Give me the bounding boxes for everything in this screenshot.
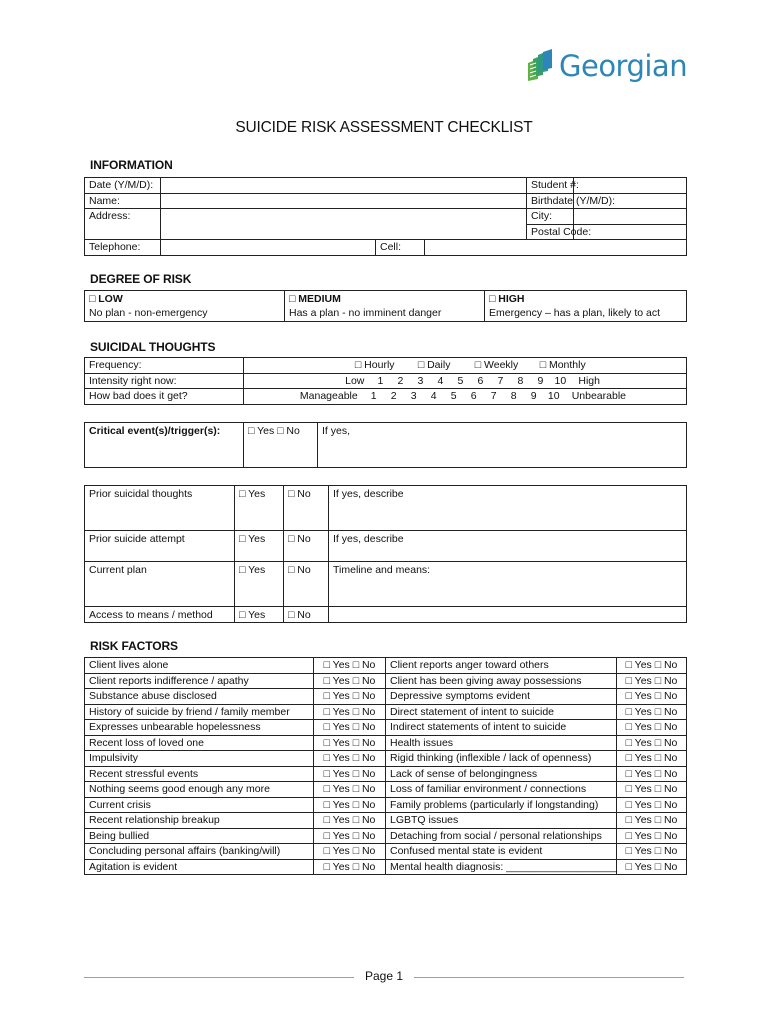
prior-attempt-yes[interactable]: □ Yes <box>235 531 284 562</box>
risk-medium-option[interactable] <box>285 291 485 322</box>
risk-factor-label: Detaching from social / personal relationships <box>386 828 617 844</box>
risk-factor-label: Client lives alone <box>85 658 314 674</box>
risk-high-description: Emergency – has a plan, likely to act <box>489 307 661 319</box>
frequency-hourly-option[interactable]: □ Hourly <box>354 359 395 371</box>
information-heading: INFORMATION <box>90 158 173 172</box>
risk-low-label: □ LOW <box>89 293 123 305</box>
risk-factor-row <box>85 720 687 736</box>
risk-factor-label: Confused mental state is evident <box>386 844 617 860</box>
risk-factor-label: LGBTQ issues <box>386 813 617 829</box>
risk-factor-yes-no[interactable]: □ Yes □ No <box>314 689 386 705</box>
address-label: Address: <box>85 209 161 240</box>
risk-factor-yes-no[interactable]: □ Yes □ No <box>314 782 386 798</box>
risk-factor-yes-no[interactable]: □ Yes □ No <box>617 751 687 767</box>
risk-factor-yes-no[interactable]: □ Yes □ No <box>617 797 687 813</box>
risk-factor-label: Agitation is evident <box>85 859 314 875</box>
risk-high-label: □ HIGH <box>489 293 525 305</box>
risk-factor-label: Recent loss of loved one <box>85 735 314 751</box>
risk-factor-label: Being bullied <box>85 828 314 844</box>
risk-factor-row <box>85 689 687 705</box>
risk-factor-yes-no[interactable]: □ Yes □ No <box>617 782 687 798</box>
current-plan-label: Current plan <box>85 562 235 607</box>
suicidal-thoughts-heading: SUICIDAL THOUGHTS <box>90 340 216 354</box>
risk-factor-label: Mental health diagnosis: ___________________ <box>386 859 617 875</box>
telephone-field[interactable] <box>161 240 376 256</box>
intensity-8[interactable]: 8 <box>517 374 524 387</box>
risk-factor-label: Concluding personal affairs (banking/will) <box>85 844 314 860</box>
how-bad-4[interactable]: 4 <box>430 390 437 402</box>
risk-factor-label: History of suicide by friend / family member <box>85 704 314 720</box>
risk-factor-yes-no[interactable]: □ Yes □ No <box>617 828 687 844</box>
city-field[interactable] <box>574 209 687 225</box>
name-label: Name: <box>85 193 161 209</box>
degree-of-risk-heading: DEGREE OF RISK <box>90 272 192 286</box>
intensity-10[interactable]: 10 <box>554 374 567 387</box>
risk-factor-row <box>85 751 687 767</box>
risk-factor-yes-no[interactable]: □ Yes □ No <box>617 673 687 689</box>
risk-factor-yes-no[interactable]: □ Yes □ No <box>314 766 386 782</box>
risk-factor-row <box>85 782 687 798</box>
risk-factor-label: Depressive symptoms evident <box>386 689 617 705</box>
intensity-high-label: High <box>578 374 600 387</box>
how-bad-2[interactable]: 2 <box>390 390 397 402</box>
student-label: Student #: <box>527 178 574 194</box>
risk-factors-table <box>84 657 687 875</box>
risk-factor-row <box>85 766 687 782</box>
postal-label: Postal Code: <box>527 224 574 240</box>
how-bad-6[interactable]: 6 <box>470 390 477 402</box>
risk-medium-description: Has a plan - no imminent danger <box>289 307 442 319</box>
risk-factor-row <box>85 797 687 813</box>
intensity-2[interactable]: 2 <box>397 374 404 387</box>
risk-factor-label: Client reports indifference / apathy <box>85 673 314 689</box>
date-label: Date (Y/M/D): <box>85 178 161 194</box>
cell-field[interactable] <box>425 240 687 256</box>
risk-factor-label: Indirect statements of intent to suicide <box>386 720 617 736</box>
risk-factor-label: Health issues <box>386 735 617 751</box>
frequency-options <box>244 358 687 374</box>
risk-factors-heading: RISK FACTORS <box>90 639 178 653</box>
intensity-scale <box>244 373 687 389</box>
logo-text: Georgian <box>559 49 688 83</box>
intensity-label: Intensity right now: <box>85 373 244 389</box>
intensity-4[interactable]: 4 <box>437 374 444 387</box>
risk-factor-label: Expresses unbearable hopelessness <box>85 720 314 736</box>
prior-thoughts-yes[interactable]: □ Yes <box>235 486 284 531</box>
how-bad-5[interactable]: 5 <box>450 390 457 402</box>
trigger-yes-no[interactable]: □ Yes □ No <box>244 423 318 468</box>
intensity-6[interactable]: 6 <box>477 374 484 387</box>
risk-factor-row <box>85 844 687 860</box>
cell-label: Cell: <box>376 240 425 256</box>
birthdate-label: Birthdate (Y/M/D): <box>527 193 574 209</box>
how-bad-scale <box>244 389 687 405</box>
intensity-7[interactable]: 7 <box>497 374 504 387</box>
risk-factor-label: Rigid thinking (inflexible / lack of openness) <box>386 751 617 767</box>
risk-low-option[interactable] <box>85 291 285 322</box>
how-bad-1[interactable]: 1 <box>370 390 377 402</box>
risk-factor-label: Client has been giving away possessions <box>386 673 617 689</box>
intensity-5[interactable]: 5 <box>457 374 464 387</box>
current-plan-yes[interactable]: □ Yes <box>235 562 284 607</box>
access-means-detail-field[interactable] <box>329 607 687 623</box>
current-plan-timeline-field[interactable]: Timeline and means: <box>329 562 687 607</box>
prior-attempt-label: Prior suicide attempt <box>85 531 235 562</box>
risk-factor-label: Recent relationship breakup <box>85 813 314 829</box>
risk-factor-yes-no[interactable]: □ Yes □ No <box>314 828 386 844</box>
risk-factor-yes-no[interactable]: □ Yes □ No <box>314 658 386 674</box>
prior-thoughts-describe-field[interactable]: If yes, describe <box>329 486 687 531</box>
history-row <box>85 531 687 562</box>
risk-factor-yes-no[interactable]: □ Yes □ No <box>617 658 687 674</box>
risk-factor-row <box>85 704 687 720</box>
risk-factor-row <box>85 828 687 844</box>
risk-factor-label: Current crisis <box>85 797 314 813</box>
risk-factor-yes-no[interactable]: □ Yes □ No <box>314 844 386 860</box>
risk-factor-yes-no[interactable]: □ Yes □ No <box>617 859 687 875</box>
prior-attempt-describe-field[interactable]: If yes, describe <box>329 531 687 562</box>
risk-medium-label: □ MEDIUM <box>289 293 341 305</box>
intensity-low-label: Low <box>345 374 365 387</box>
history-table <box>84 485 687 623</box>
risk-factor-yes-no[interactable]: □ Yes □ No <box>617 704 687 720</box>
georgian-logo-icon <box>524 49 554 83</box>
history-row <box>85 562 687 607</box>
risk-factor-label: Client reports anger toward others <box>386 658 617 674</box>
intensity-1[interactable]: 1 <box>377 374 384 387</box>
history-row <box>85 607 687 623</box>
frequency-label: Frequency: <box>85 358 244 374</box>
page-title: SUICIDE RISK ASSESSMENT CHECKLIST <box>235 119 533 136</box>
access-means-no[interactable]: □ No <box>284 607 329 623</box>
risk-factor-yes-no[interactable]: □ Yes □ No <box>314 735 386 751</box>
risk-factor-yes-no[interactable]: □ Yes □ No <box>617 813 687 829</box>
access-means-label: Access to means / method <box>85 607 235 623</box>
city-label: City: <box>527 209 574 225</box>
risk-factor-yes-no[interactable]: □ Yes □ No <box>617 766 687 782</box>
student-field[interactable] <box>574 178 687 194</box>
degree-of-risk-table <box>84 290 687 322</box>
name-field[interactable] <box>161 193 527 209</box>
frequency-weekly-option[interactable]: □ Weekly <box>474 359 519 371</box>
risk-factor-yes-no[interactable]: □ Yes □ No <box>617 689 687 705</box>
page-number: Page 1 <box>364 969 404 983</box>
information-table <box>84 177 687 256</box>
frequency-daily-option[interactable]: □ Daily <box>417 359 451 371</box>
how-bad-8[interactable]: 8 <box>510 390 517 402</box>
risk-factor-label: Direct statement of intent to suicide <box>386 704 617 720</box>
risk-factor-row <box>85 859 687 875</box>
risk-factor-label: Substance abuse disclosed <box>85 689 314 705</box>
intensity-9[interactable]: 9 <box>537 374 544 387</box>
risk-factor-label: Lack of sense of belongingness <box>386 766 617 782</box>
current-plan-no[interactable]: □ No <box>284 562 329 607</box>
risk-high-option[interactable] <box>485 291 687 322</box>
risk-factor-yes-no[interactable]: □ Yes □ No <box>314 813 386 829</box>
risk-factor-yes-no[interactable]: □ Yes □ No <box>314 797 386 813</box>
how-bad-10[interactable]: 10 <box>547 390 560 402</box>
risk-factor-row <box>85 673 687 689</box>
prior-thoughts-no[interactable]: □ No <box>284 486 329 531</box>
risk-factor-yes-no[interactable]: □ Yes □ No <box>617 720 687 736</box>
risk-factor-label: Loss of familiar environment / connections <box>386 782 617 798</box>
telephone-label: Telephone: <box>85 240 161 256</box>
risk-factor-label: Family problems (particularly if longstanding) <box>386 797 617 813</box>
suicidal-thoughts-table <box>84 357 687 405</box>
risk-factor-label: Nothing seems good enough any more <box>85 782 314 798</box>
address-field[interactable] <box>161 209 527 240</box>
risk-factor-row <box>85 813 687 829</box>
risk-factor-yes-no[interactable]: □ Yes □ No <box>314 673 386 689</box>
date-field[interactable] <box>161 178 527 194</box>
risk-factor-label: Recent stressful events <box>85 766 314 782</box>
how-bad-low-label: Manageable <box>299 390 358 402</box>
intensity-3[interactable]: 3 <box>417 374 424 387</box>
trigger-table <box>84 422 687 468</box>
how-bad-9[interactable]: 9 <box>530 390 537 402</box>
risk-factor-label: Impulsivity <box>85 751 314 767</box>
how-bad-3[interactable]: 3 <box>410 390 417 402</box>
trigger-if-yes-field[interactable]: If yes, <box>318 423 687 468</box>
how-bad-label: How bad does it get? <box>85 389 244 405</box>
prior-attempt-no[interactable]: □ No <box>284 531 329 562</box>
prior-thoughts-label: Prior suicidal thoughts <box>85 486 235 531</box>
risk-factor-yes-no[interactable]: □ Yes □ No <box>314 859 386 875</box>
risk-low-description: No plan - non-emergency <box>89 307 208 319</box>
risk-factor-yes-no[interactable]: □ Yes □ No <box>617 844 687 860</box>
risk-factor-row <box>85 735 687 751</box>
risk-factor-row <box>85 658 687 674</box>
access-means-yes[interactable]: □ Yes <box>235 607 284 623</box>
georgian-logo <box>524 46 687 86</box>
risk-factor-yes-no[interactable]: □ Yes □ No <box>617 735 687 751</box>
risk-factor-yes-no[interactable]: □ Yes □ No <box>314 704 386 720</box>
risk-factor-yes-no[interactable]: □ Yes □ No <box>314 751 386 767</box>
how-bad-high-label: Unbearable <box>571 390 626 402</box>
frequency-monthly-option[interactable]: □ Monthly <box>539 359 586 371</box>
risk-factor-yes-no[interactable]: □ Yes □ No <box>314 720 386 736</box>
history-row <box>85 486 687 531</box>
how-bad-7[interactable]: 7 <box>490 390 497 402</box>
trigger-label: Critical event(s)/trigger(s): <box>85 423 244 468</box>
